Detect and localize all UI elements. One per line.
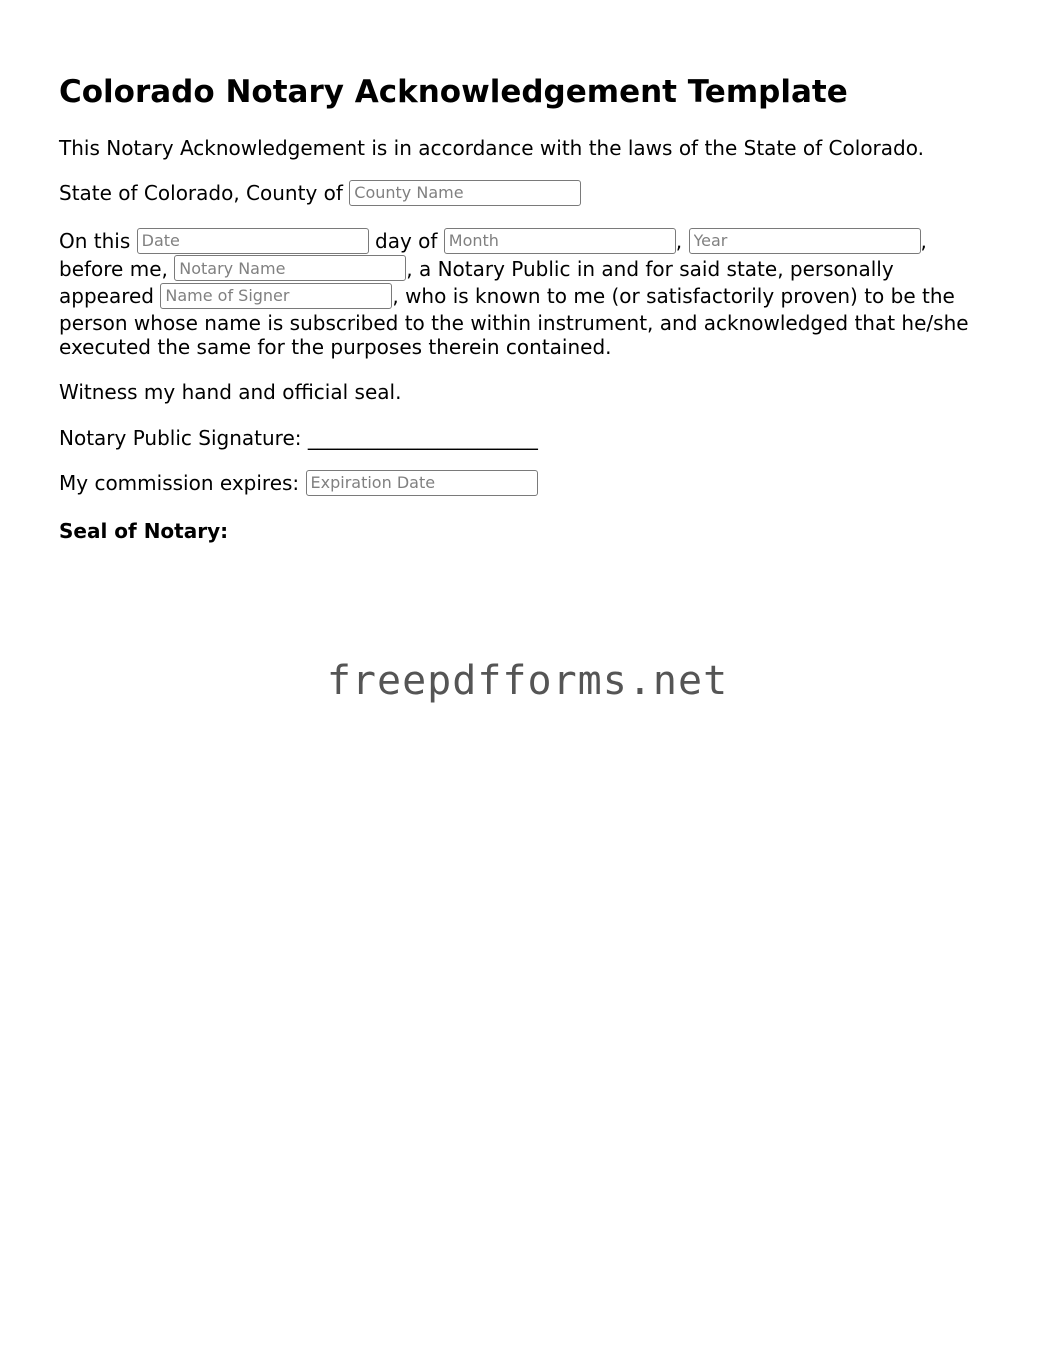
- commission-line: [59, 470, 538, 498]
- day-of-text: day of: [375, 229, 438, 253]
- watermark: freepdfforms.net: [326, 658, 729, 704]
- expiration-date-input[interactable]: [306, 470, 538, 496]
- ack-line-3: [59, 283, 1009, 311]
- ack-line-5: executed the same for the purposes therein contained.: [59, 334, 612, 359]
- ack-line-1: [59, 228, 1009, 256]
- comma-text-2: ,: [920, 229, 927, 253]
- notary-name-input[interactable]: [174, 255, 406, 281]
- signer-name-input[interactable]: [160, 283, 392, 309]
- acknowledgement-paragraph: [59, 228, 1009, 359]
- year-input[interactable]: [689, 228, 921, 254]
- appeared-text: appeared: [59, 284, 154, 308]
- seal-label: Seal of Notary:: [59, 519, 229, 543]
- date-input[interactable]: [137, 228, 369, 254]
- on-this-text: On this: [59, 229, 131, 253]
- county-line: [59, 180, 581, 208]
- intro-text: This Notary Acknowledgement is in accordance with the laws of the State of Colorado.: [59, 136, 924, 160]
- page-title: Colorado Notary Acknowledgement Template: [59, 74, 848, 110]
- ack-line-2: [59, 256, 1009, 284]
- witness-text: Witness my hand and official seal.: [59, 380, 402, 404]
- notary-suffix-text: , a Notary Public in and for said state, personally: [406, 256, 894, 281]
- comma-text: ,: [675, 229, 683, 253]
- county-name-input[interactable]: [349, 180, 581, 206]
- ack-line-4: person whose name is subscribed to the within instrument, and acknowledged that he/she: [59, 310, 969, 335]
- county-label: State of Colorado, County of: [59, 181, 343, 205]
- before-me-text: before me,: [59, 256, 168, 281]
- commission-label: My commission expires:: [59, 471, 300, 495]
- signature-line: Notary Public Signature: _______________________: [59, 426, 538, 450]
- month-input[interactable]: [444, 228, 676, 254]
- signer-suffix-text: , who is known to me (or satisfactorily proven) to be the: [392, 284, 955, 308]
